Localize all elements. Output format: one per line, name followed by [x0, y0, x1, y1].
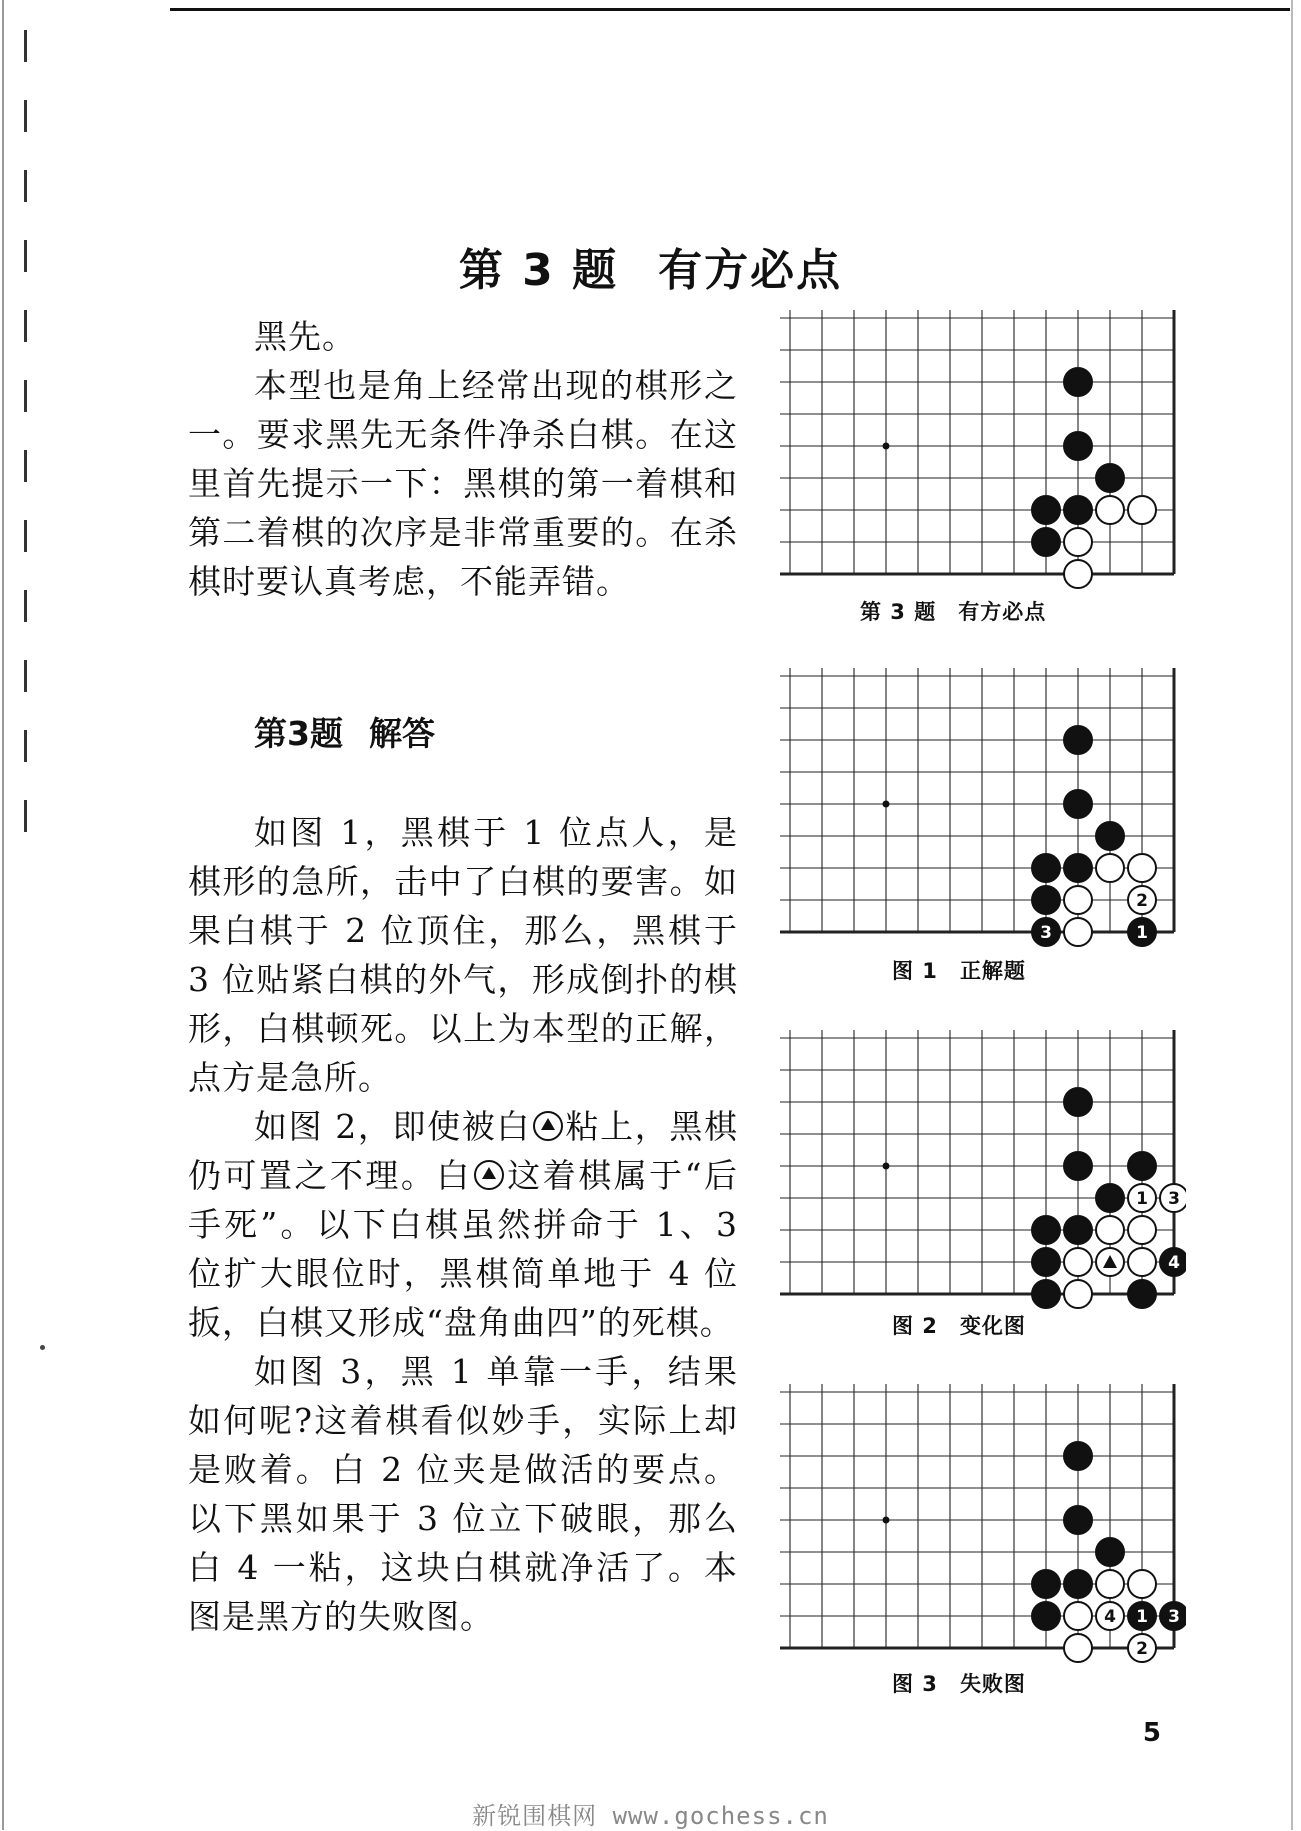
problem-title [0, 234, 1301, 298]
black-stone [1064, 368, 1092, 396]
black-stone [1128, 1280, 1156, 1308]
board-caption-number: 图 3 [892, 1672, 938, 1696]
white-stone [1064, 1248, 1092, 1276]
svg-text:2: 2 [1136, 891, 1148, 911]
svg-text:3: 3 [1040, 923, 1052, 943]
white-stone [1128, 854, 1156, 882]
black-stone [1064, 1570, 1092, 1598]
board-caption-text: 有方必点 [958, 600, 1047, 624]
answer-heading [254, 708, 435, 755]
answer-heading-number: 第3题 [254, 714, 343, 753]
svg-text:3: 3 [1168, 1607, 1180, 1627]
black-stone [1128, 1602, 1156, 1630]
white-stone [1096, 1248, 1124, 1276]
go-board-svg [780, 1384, 1186, 1670]
white-stone [1128, 1216, 1156, 1244]
board-caption-number: 图 1 [892, 959, 938, 983]
go-board-svg [780, 668, 1186, 954]
black-stone [1064, 1506, 1092, 1534]
binding-marks [24, 30, 30, 910]
white-stone [1160, 1184, 1186, 1212]
board-grid [780, 668, 1174, 932]
answer-paragraph [188, 1102, 738, 1347]
page-number: 5 [1142, 1718, 1161, 1748]
white-stone [1096, 1216, 1124, 1244]
black-stone [1096, 1538, 1124, 1566]
black-stone [1160, 1248, 1186, 1276]
watermark: 新锐围棋网 www.gochess.cn [472, 1802, 829, 1830]
white-stone [1064, 918, 1092, 946]
black-stone [1032, 1216, 1060, 1244]
star-point [883, 1163, 890, 1170]
answer-text-segment: 如图 2，即使被白 [254, 1107, 531, 1146]
intro-paragraph: 本型也是角上经常出现的棋形之一。要求黑先无条件净杀白棋。在这里首先提示一下：黑棋的第一着棋和第二着棋的次序是非常重要的。在杀棋时要认真考虑，不能弄错。 [188, 366, 738, 601]
black-stone [1064, 432, 1092, 460]
white-triangle-stone-icon [533, 1111, 563, 1141]
black-stone [1032, 1280, 1060, 1308]
black-stone [1032, 886, 1060, 914]
board-caption [892, 1668, 1026, 1698]
black-stone [1032, 496, 1060, 524]
white-stone [1096, 496, 1124, 524]
black-stone [1064, 1442, 1092, 1470]
board-caption [860, 596, 1046, 626]
black-stone [1128, 918, 1156, 946]
white-stone [1064, 1634, 1092, 1662]
answer-heading-text: 解答 [368, 714, 435, 753]
go-board [780, 310, 1186, 596]
problem-title-number: 第 3 题 [458, 245, 619, 297]
white-stone [1096, 854, 1124, 882]
black-stone [1064, 1152, 1092, 1180]
white-stone [1064, 528, 1092, 556]
board-caption [892, 955, 1026, 985]
star-point [883, 443, 890, 450]
black-stone [1128, 1152, 1156, 1180]
board-grid [780, 310, 1174, 574]
white-triangle-stone-icon [474, 1160, 504, 1190]
answer-text-segment: 这着棋属于“后手死”。以下白棋虽然拼命于 1、3 位扩大眼位时，黑棋简单地于 4 位扳，白棋又形成“盘角曲四”的死棋。 [188, 1156, 739, 1342]
scan-speck [40, 1345, 45, 1350]
black-stone [1064, 790, 1092, 818]
board-caption-number: 图 2 [892, 1314, 938, 1338]
white-stone [1064, 560, 1092, 588]
black-stone [1032, 1248, 1060, 1276]
problem-title-text: 有方必点 [658, 245, 843, 297]
black-stone [1096, 464, 1124, 492]
board-caption-text: 正解题 [959, 959, 1026, 983]
svg-text:1: 1 [1136, 923, 1148, 943]
go-board-svg [780, 1030, 1186, 1316]
board-caption-number: 第 3 题 [860, 600, 937, 624]
black-stone [1032, 528, 1060, 556]
black-stone [1160, 1602, 1186, 1630]
go-board [780, 668, 1186, 954]
svg-text:1: 1 [1136, 1607, 1148, 1627]
white-stone [1128, 1570, 1156, 1598]
answer-text-segment: 粘上，黑棋仍可置之不理。白 [188, 1107, 738, 1195]
answer-paragraph: 如图 1，黑棋于 1 位点人，是棋形的急所，击中了白棋的要害。如果白棋于 2 位顶住，那么，黑棋于 3 位贴紧白棋的外气，形成倒扑的棋形，白棋顿死。以上为本型的正解，点方是急所。 [188, 813, 738, 1097]
board-caption-text: 失败图 [959, 1672, 1026, 1696]
answer-text [188, 808, 738, 1641]
intro-text [188, 312, 738, 606]
go-board [780, 1384, 1186, 1670]
black-stone [1032, 1602, 1060, 1630]
star-point [883, 1517, 890, 1524]
white-stone [1064, 1280, 1092, 1308]
intro-paragraph: 黑先。 [254, 317, 356, 356]
go-board-svg [780, 310, 1186, 596]
svg-text:1: 1 [1136, 1189, 1148, 1209]
white-stone [1096, 1570, 1124, 1598]
svg-text:4: 4 [1168, 1253, 1180, 1273]
white-stone [1064, 886, 1092, 914]
white-stone [1128, 1248, 1156, 1276]
black-stone [1096, 822, 1124, 850]
black-stone [1064, 726, 1092, 754]
black-stone [1064, 1216, 1092, 1244]
svg-text:4: 4 [1104, 1607, 1116, 1627]
page-top-rule [170, 8, 1290, 11]
white-stone [1128, 886, 1156, 914]
black-stone [1096, 1184, 1124, 1212]
board-caption-text: 变化图 [959, 1314, 1026, 1338]
black-stone [1064, 854, 1092, 882]
white-stone [1128, 1184, 1156, 1212]
white-stone [1128, 1634, 1156, 1662]
go-board [780, 1030, 1186, 1316]
answer-paragraph: 如图 3，黑 1 单靠一手，结果如何呢?这着棋看似妙手，实际上却是败着。白 2 位夹是做活的要点。以下黑如果于 3 位立下破眼，那么白 4 一粘，这块白棋就净活了。本图是黑方的失败图。 [188, 1352, 738, 1636]
white-stone [1128, 496, 1156, 524]
black-stone [1032, 1570, 1060, 1598]
board-caption [892, 1310, 1026, 1340]
white-stone [1096, 1602, 1124, 1630]
svg-text:3: 3 [1168, 1189, 1180, 1209]
black-stone [1064, 496, 1092, 524]
black-stone [1064, 1088, 1092, 1116]
svg-text:2: 2 [1136, 1639, 1148, 1659]
black-stone [1032, 918, 1060, 946]
white-stone [1064, 1602, 1092, 1630]
black-stone [1032, 854, 1060, 882]
star-point [883, 801, 890, 808]
